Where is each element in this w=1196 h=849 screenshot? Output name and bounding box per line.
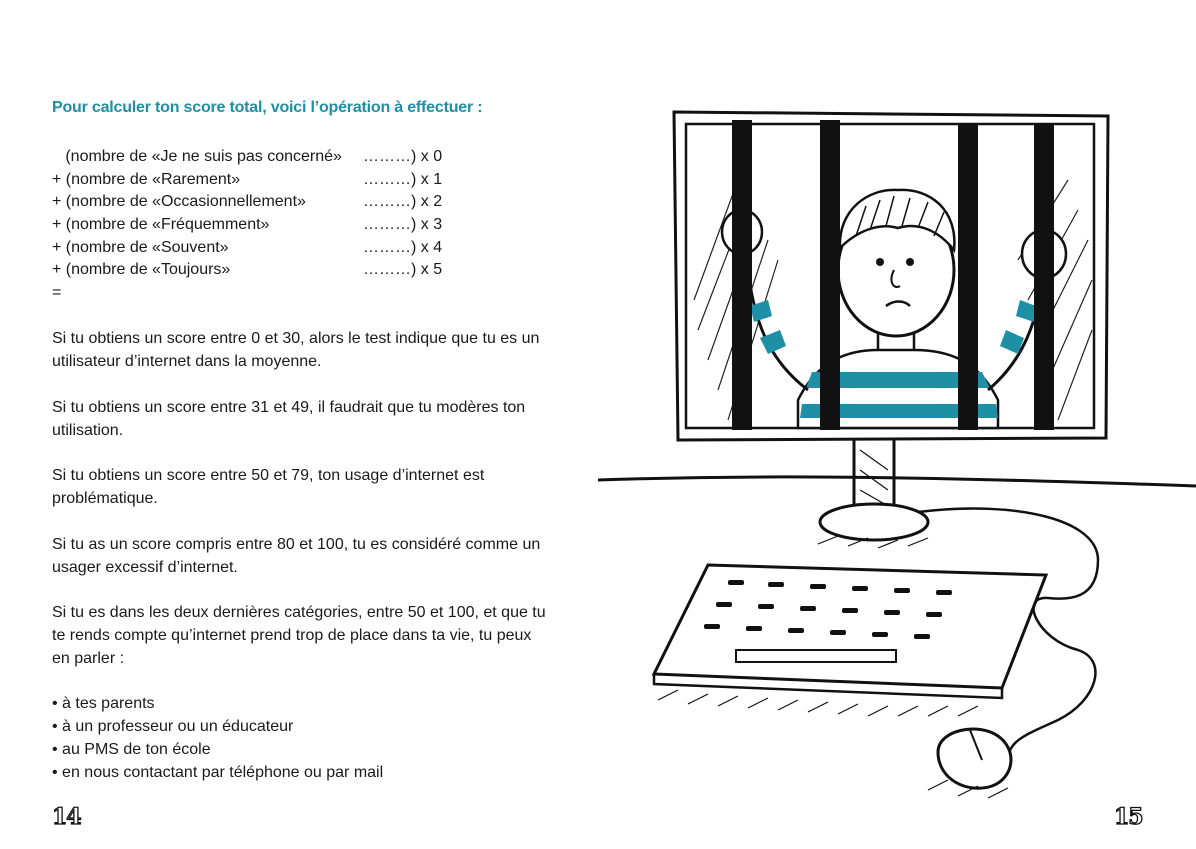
list-item: • en nous contactant par téléphone ou par mail: [52, 764, 384, 781]
contact-list: [52, 692, 383, 784]
page-number-left: 14: [52, 804, 81, 830]
formula-multiplier: ………) x 4: [363, 238, 443, 256]
section-heading: Pour calculer ton score total, voici l’opération à effectuer :: [52, 99, 483, 116]
formula-label: + (nombre de «Souvent»: [52, 238, 229, 256]
formula-multiplier: ………) x 1: [363, 170, 443, 188]
score-range-paragraph: Si tu as un score compris entre 80 et 100, tu es considéré comme un usager excessif d’internet.: [52, 536, 541, 576]
computer-prisoner-illustration: [598, 0, 1196, 849]
formula-label: + (nombre de «Toujours»: [52, 261, 231, 279]
formula-label: + (nombre de «Fréquemment»: [52, 216, 270, 234]
score-range-paragraph: Si tu obtiens un score entre 31 et 49, il faudrait que tu modères ton utilisation.: [52, 399, 526, 439]
formula-label: (nombre de «Je ne suis pas concerné»: [52, 148, 342, 165]
page-number-right: 15: [1114, 804, 1143, 830]
formula-label: + (nombre de «Rarement»: [52, 170, 241, 188]
list-item: • à un professeur ou un éducateur: [52, 718, 294, 735]
formula-equals: =: [52, 284, 62, 302]
list-item: • au PMS de ton école: [52, 741, 211, 758]
score-range-paragraph: Si tu obtiens un score entre 0 et 30, alors le test indique que tu es un utilisateur d’internet dans la moyenne.: [52, 330, 540, 370]
list-item: • à tes parents: [52, 695, 155, 712]
formula-multiplier: ………) x 3: [363, 216, 443, 234]
formula-multiplier: ………) x 0: [363, 148, 443, 165]
formula-multiplier: ………) x 5: [363, 261, 443, 279]
formula-multiplier: ………) x 2: [363, 193, 443, 211]
formula-label: + (nombre de «Occasionnellement»: [52, 193, 306, 211]
advice-paragraph: Si tu es dans les deux dernières catégories, entre 50 et 100, et que tu te rends compte qu’internet prend trop de place dans ta vie, tu peux en parler :: [52, 604, 546, 667]
right-page: [598, 0, 1196, 849]
score-range-paragraph: Si tu obtiens un score entre 50 et 79, ton usage d’internet est problématique.: [52, 467, 485, 507]
